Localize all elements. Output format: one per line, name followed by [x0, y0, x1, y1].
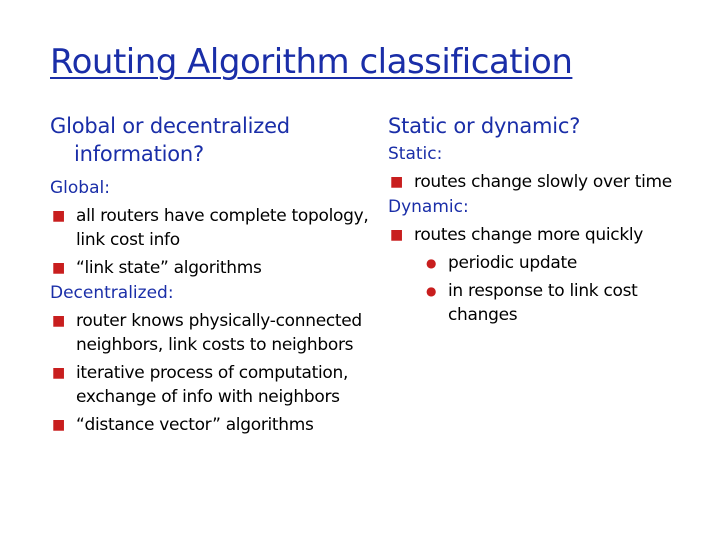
bullet-icon: ■: [52, 417, 65, 433]
sub-list-item: [422, 251, 708, 275]
list-item-text: router knows physically-connected neighbors, link costs to neighbors: [76, 311, 362, 355]
list-item-text: iterative process of computation, exchange of info with neighbors: [76, 363, 349, 407]
sub-list-item: [422, 279, 708, 327]
bullet-icon: ■: [52, 313, 65, 329]
sub-bullet-icon: ●: [426, 284, 437, 298]
decentralized-label: Decentralized:: [50, 283, 174, 303]
left-column: [50, 112, 370, 437]
bullet-icon: ■: [52, 260, 65, 276]
sub-list-item-text: in response to link cost changes: [448, 281, 638, 325]
right-heading: Static or dynamic?: [388, 114, 581, 138]
sub-list-item-text: periodic update: [448, 253, 578, 273]
list-item: [388, 170, 708, 194]
list-item-text: “distance vector” algorithms: [76, 415, 314, 435]
list-item: [50, 309, 370, 357]
list-item-text: routes change slowly over time: [414, 172, 672, 192]
list-item: [50, 361, 370, 409]
list-item: [388, 223, 708, 247]
bullet-icon: ■: [390, 174, 403, 190]
slide-title: Routing Algorithm classification: [50, 42, 573, 82]
list-item: [50, 204, 370, 252]
list-item-text: “link state” algorithms: [76, 258, 262, 278]
dynamic-label: Dynamic:: [388, 197, 469, 217]
list-item-text: routes change more quickly: [414, 225, 644, 245]
global-label: Global:: [50, 178, 110, 198]
bullet-icon: ■: [52, 208, 65, 224]
list-item: [50, 256, 370, 280]
right-column: [388, 112, 708, 327]
sub-bullet-icon: ●: [426, 256, 437, 270]
left-heading: Global or decentralized information?: [50, 114, 290, 166]
bullet-icon: ■: [52, 365, 65, 381]
static-label: Static:: [388, 144, 443, 164]
list-item-text: all routers have complete topology, link cost info: [76, 206, 369, 250]
list-item: [50, 413, 370, 437]
bullet-icon: ■: [390, 227, 403, 243]
